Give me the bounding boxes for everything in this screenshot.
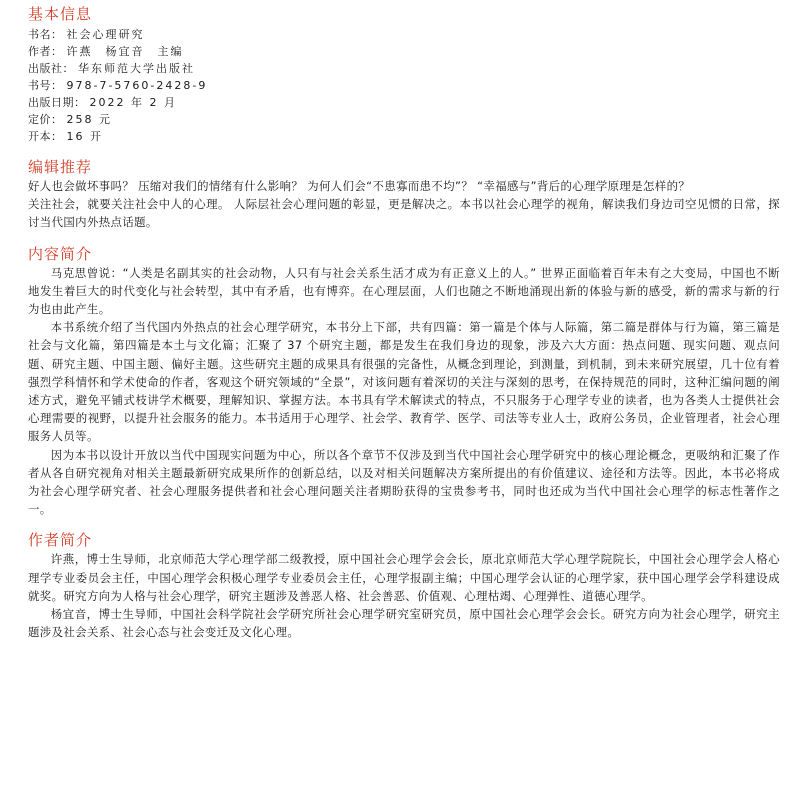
info-value: 258 元 [66, 113, 112, 126]
info-key: 定价： [28, 113, 63, 126]
author-intro-title: 作者简介 [28, 531, 93, 550]
section-spacer [28, 232, 780, 244]
info-value: 社会心理研究 [66, 28, 145, 41]
info-row-isbn [28, 77, 780, 94]
info-row-format [28, 128, 780, 145]
author-intro-paragraph: 杨宜音，博士生导师，中国社会科学院社会学研究所社会心理学研究室研究员，原中国社会心理学会会长。研究方向为社会心理学，研究主题涉及社会关系、社会心态与社会变迁及文化心理。 [28, 607, 780, 640]
info-row-date [28, 94, 780, 111]
info-key: 出版社： [28, 62, 74, 75]
author-intro-paragraph: 许燕，博士生导师，北京师范大学心理学部二级教授，原中国社会心理学会会长，原北京师范大学心理学院院长，中国社会心理学会人格心理学专业委员会主任，中国心理学会积极心理学专业委员会主任，心理学报副主编；中国心理学会认证的心理学家，获中国心理学会学科建设成就奖。研究方向为人格与社会心理学，研究主题涉及善恶人格、社会善恶、价值观、心理枯竭、心理弹性、道德心理学。 [28, 552, 780, 603]
content-intro-paragraph: 马克思曾说：“人类是名副其实的社会动物，人只有与社会关系生活才成为有正意义上的人。” 世界正面临着百年未有之大变局，中国也不断地发生着巨大的时代变化与社会转型，其中有矛盾，也有博弈。在心理层面，人们也随之不断地涌现出新的体验与新的感受，新的需求与新的行为也由此产生。 [28, 265, 780, 317]
basic-info-title: 基本信息 [28, 5, 93, 23]
book-info-page [28, 4, 780, 641]
info-value: 许燕 杨宜音 主编 [66, 45, 184, 58]
info-value: 16 开 [66, 130, 103, 143]
info-value: 2022 年 2 月 [89, 96, 177, 109]
info-value: 华东师范大学出版社 [78, 62, 195, 75]
info-row-price [28, 111, 780, 128]
info-key: 开本： [28, 130, 63, 143]
content-intro-title: 内容简介 [28, 244, 93, 263]
info-row-publisher [28, 60, 780, 77]
info-value: 978-7-5760-2428-9 [66, 79, 208, 92]
basic-info-list [28, 26, 780, 145]
editor-recommend-title: 编辑推荐 [28, 158, 93, 176]
info-key: 书号： [28, 79, 63, 92]
info-key: 出版日期： [28, 96, 86, 109]
section-spacer [28, 518, 780, 530]
info-key: 作者： [28, 45, 63, 58]
info-row-title [28, 26, 780, 43]
info-row-author [28, 43, 780, 60]
editor-recommend-paragraph: 好人也会做坏事吗？ 压缩对我们的情绪有什么影响？ 为何人们会“不患寡而患不均”？ “幸福感与”背后的心理学原理是怎样的？ [28, 179, 691, 193]
info-key: 书名： [28, 28, 63, 41]
content-intro-paragraph: 因为本书以设计开放以当代中国现实问题为中心，所以各个章节不仅涉及到当代中国社会心理学研究中的核心理论概念，更吸纳和汇聚了作者从各自研究视角对相关主题最新研究成果所作的创新总结，以及对相关问题解决方案所提出的有价值建议、途径和方法等。因此，本书必将成为社会心理学研究者、社会心理服务提供者和社会心理问题关注者期盼获得的宝贵参考书，同时也还成为当代中国社会心理学的标志性著作之一。 [28, 447, 780, 517]
content-intro-paragraph: 本书系统介绍了当代国内外热点的社会心理学研究，本书分上下部，共有四篇：第一篇是个体与人际篇，第二篇是群体与行为篇，第三篇是社会与文化篇，第四篇是本土与文化篇；汇聚了 37 个研究主题，都是发生在我们身边的现象，涉及六大方面：热点问题、现实问题、观点问题、研究主题、中国主题、偏好主题。这些研究主题的成果具有很强的完备性，从概念到理论，到测量，到机制，到未来研究展望，几十位有着强烈学科情怀和学术使命的作者，客观这个研究领域的“全景”，对该问题有着深切的关注与深刻的思考，在保持规范的同时，这种汇编问题的阐述方式，避免平铺式枝讲学术概要，理解知识、掌握方法。本书具有学术解读式的特点，不只服务于心理学专业的读者，也为各类人士提供社会心理需要的视野，以提升社会服务的能力。本书适用于心理学、社会学、教育学、医学、司法等专业人士，政府公务员，企业管理者，社会心理服务人员等。 [28, 320, 780, 444]
section-spacer [28, 145, 780, 157]
editor-recommend-paragraph: 关注社会，就要关注社会中人的心理。 人际层社会心理问题的彰显，更是解决之。本书以社会心理学的视角，解读我们身边司空见惯的日常，探讨当代国内外热点话题。 [28, 197, 780, 230]
